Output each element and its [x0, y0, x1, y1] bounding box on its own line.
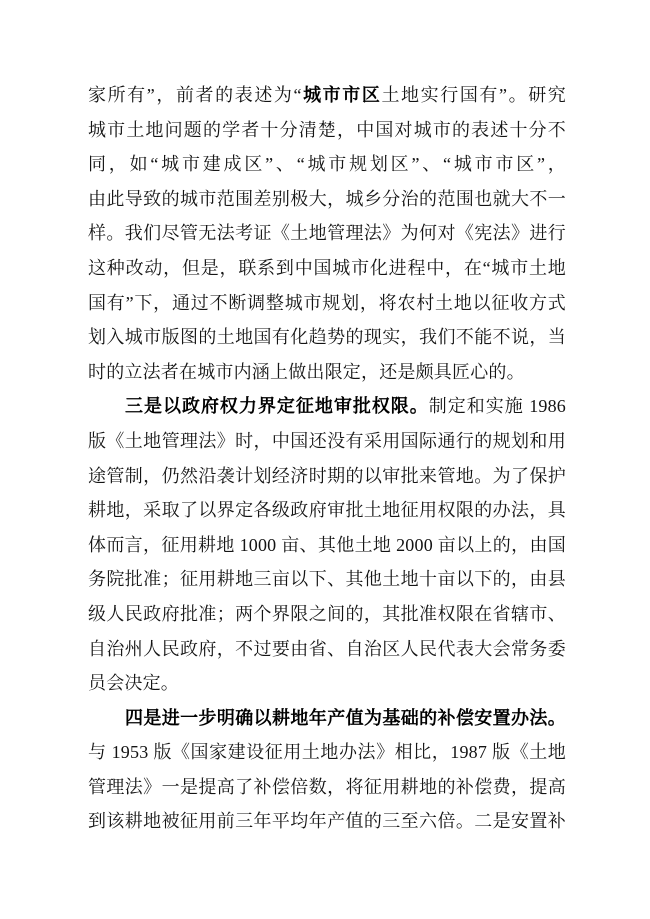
document-body — [88, 78, 566, 839]
text-segment-bold: 三是以政府权力界定征地审批权限。 — [125, 396, 429, 417]
text-segment: 同，如“城市建成区”、“城市规划区”、“城市市区”， — [88, 154, 566, 175]
text-line — [88, 147, 566, 182]
text-line — [88, 78, 566, 113]
text-segment: 与 1953 版《国家建设征用土地办法》相比，1987 版《土地 — [88, 742, 566, 763]
text-segment: 员会决定。 — [88, 673, 179, 694]
text-line — [88, 597, 566, 632]
text-line — [88, 735, 566, 770]
text-line — [88, 251, 566, 286]
text-segment: 自治州人民政府，不过要由省、自治区人民代表大会常务委 — [88, 638, 566, 659]
text-line — [88, 562, 566, 597]
text-line — [88, 701, 566, 736]
text-segment-bold: 四是进一步明确以耕地年产值为基础的补偿安置办法。 — [125, 707, 566, 728]
text-line — [88, 182, 566, 217]
text-segment: 样。我们尽管无法考证《土地管理法》为何对《宪法》进行 — [88, 223, 566, 244]
text-line — [88, 424, 566, 459]
text-segment: 城市土地问题的学者十分清楚，中国对城市的表述十分不 — [88, 119, 566, 140]
text-segment: 版《土地管理法》时，中国还没有采用国际通行的规划和用 — [88, 430, 566, 451]
text-segment: 由此导致的城市范围差别极大，城乡分治的范围也就大不一 — [88, 188, 566, 209]
text-segment: 体而言，征用耕地 1000 亩、其他土地 2000 亩以上的，由国 — [88, 534, 566, 555]
text-line — [88, 320, 566, 355]
text-line — [88, 666, 566, 701]
text-segment: 制定和实施 1986 — [428, 396, 566, 417]
text-line — [88, 113, 566, 148]
text-segment: 这种改动，但是，联系到中国城市化进程中，在“城市土地 — [88, 257, 566, 278]
text-segment: 务院批准；征用耕地三亩以下、其他土地十亩以下的，由县 — [88, 569, 566, 590]
text-segment: 土地实行国有”。研究 — [381, 85, 566, 105]
text-line — [88, 770, 566, 805]
text-segment-bold: 城市市区 — [301, 85, 382, 105]
text-segment: 管理法》一是提高了补偿倍数，将征用耕地的补偿费，提高 — [88, 776, 566, 797]
text-segment: 耕地，采取了以界定各级政府审批土地征用权限的办法，具 — [88, 500, 566, 521]
text-segment: 途管制，仍然沿袭计划经济时期的以审批来管地。为了保护 — [88, 465, 566, 486]
text-segment: 到该耕地被征用前三年平均年产值的三至六倍。二是安置补 — [88, 811, 566, 832]
text-line — [88, 493, 566, 528]
text-line — [88, 632, 566, 667]
text-segment: 家所有”，前者的表述为“ — [88, 85, 302, 105]
text-segment: 划入城市版图的土地国有化趋势的现实，我们不能不说，当 — [88, 327, 566, 348]
text-line — [88, 286, 566, 321]
text-line — [88, 216, 566, 251]
text-line — [88, 804, 566, 839]
text-line — [88, 389, 566, 424]
text-line — [88, 528, 566, 563]
text-segment: 级人民政府批准；两个界限之间的，其批准权限在省辖市、 — [88, 603, 566, 624]
text-line — [88, 459, 566, 494]
text-line — [88, 355, 566, 390]
text-segment: 时的立法者在城市内涵上做出限定，还是颇具匠心的。 — [88, 361, 525, 382]
text-segment: 国有”下，通过不断调整城市规划，将农村土地以征收方式 — [88, 292, 566, 313]
